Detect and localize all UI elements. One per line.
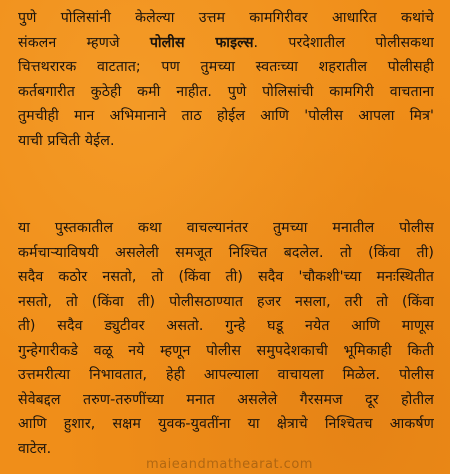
text-line: ती) सदैव ड्युटीवर असतो. गुन्हे घडू नयेत आणि माणूस bbox=[18, 318, 434, 334]
text-line: सदैव कठोर नसतो, तो (किंवा ती) सदैव 'चौकशी'च्या मनःस्थितीत bbox=[18, 269, 434, 285]
text-line: उत्तमरीत्या निभावतात, हेही आपल्याला वाचायला मिळेल. पोलीस bbox=[18, 367, 434, 383]
text-line: संकलन म्हणजे पोलीस फाइल्स. परदेशातील पोलीसकथा bbox=[18, 34, 434, 51]
text-line: पुणे पोलिसांनी केलेल्या उत्तम कामगिरीवर आधारित कथांचे bbox=[18, 10, 434, 26]
text-line: वाटेल. bbox=[18, 440, 52, 457]
text-line: चित्तथरारक वाटतात; पण तुमच्या स्वतःच्या शहरातील पोलीसही bbox=[18, 59, 434, 75]
text-line: सेवेबद्दल तरुण-तरुणींच्या मनात असलेले गैरसमज दूर होतील bbox=[18, 391, 434, 408]
text-line: तुमचीही मान अभिमानाने ताठ होईल आणि 'पोलीस आपला मित्र' bbox=[18, 108, 434, 124]
text-line: या पुस्तकातील कथा वाचल्यानंतर तुमच्या मनातील पोलीस bbox=[18, 220, 434, 236]
blurb-paragraph-2 bbox=[18, 216, 434, 461]
text-line: नसतो, तो (किंवा ती) पोलीसठाण्यात हजर नसला, तरी तो (किंवा bbox=[18, 293, 434, 310]
text-line: याची प्रचिती येईल. bbox=[18, 132, 115, 149]
blurb-paragraph-1 bbox=[18, 6, 434, 153]
watermark: maieandmathearat.com bbox=[146, 457, 313, 472]
text-line: आणि हुशार, सक्षम युवक-युवतींना या क्षेत्राचे निश्चितच आकर्षण bbox=[18, 416, 434, 432]
text-line: कर्मचाऱ्याविषयी असलेली समजूत निश्चित बदलेल. तो (किंवा ती) bbox=[18, 244, 434, 261]
book-title: पोलीस फाइल्स bbox=[149, 34, 254, 51]
text-line: कर्तबगारीत कुठेही कमी नाहीत. पुणे पोलिसांची कामगिरी वाचताना bbox=[18, 83, 434, 100]
text-line: गुन्हेगारीकडे वळू नये म्हणून पोलीस समुपदेशकाची भूमिकाही किती bbox=[18, 342, 434, 359]
